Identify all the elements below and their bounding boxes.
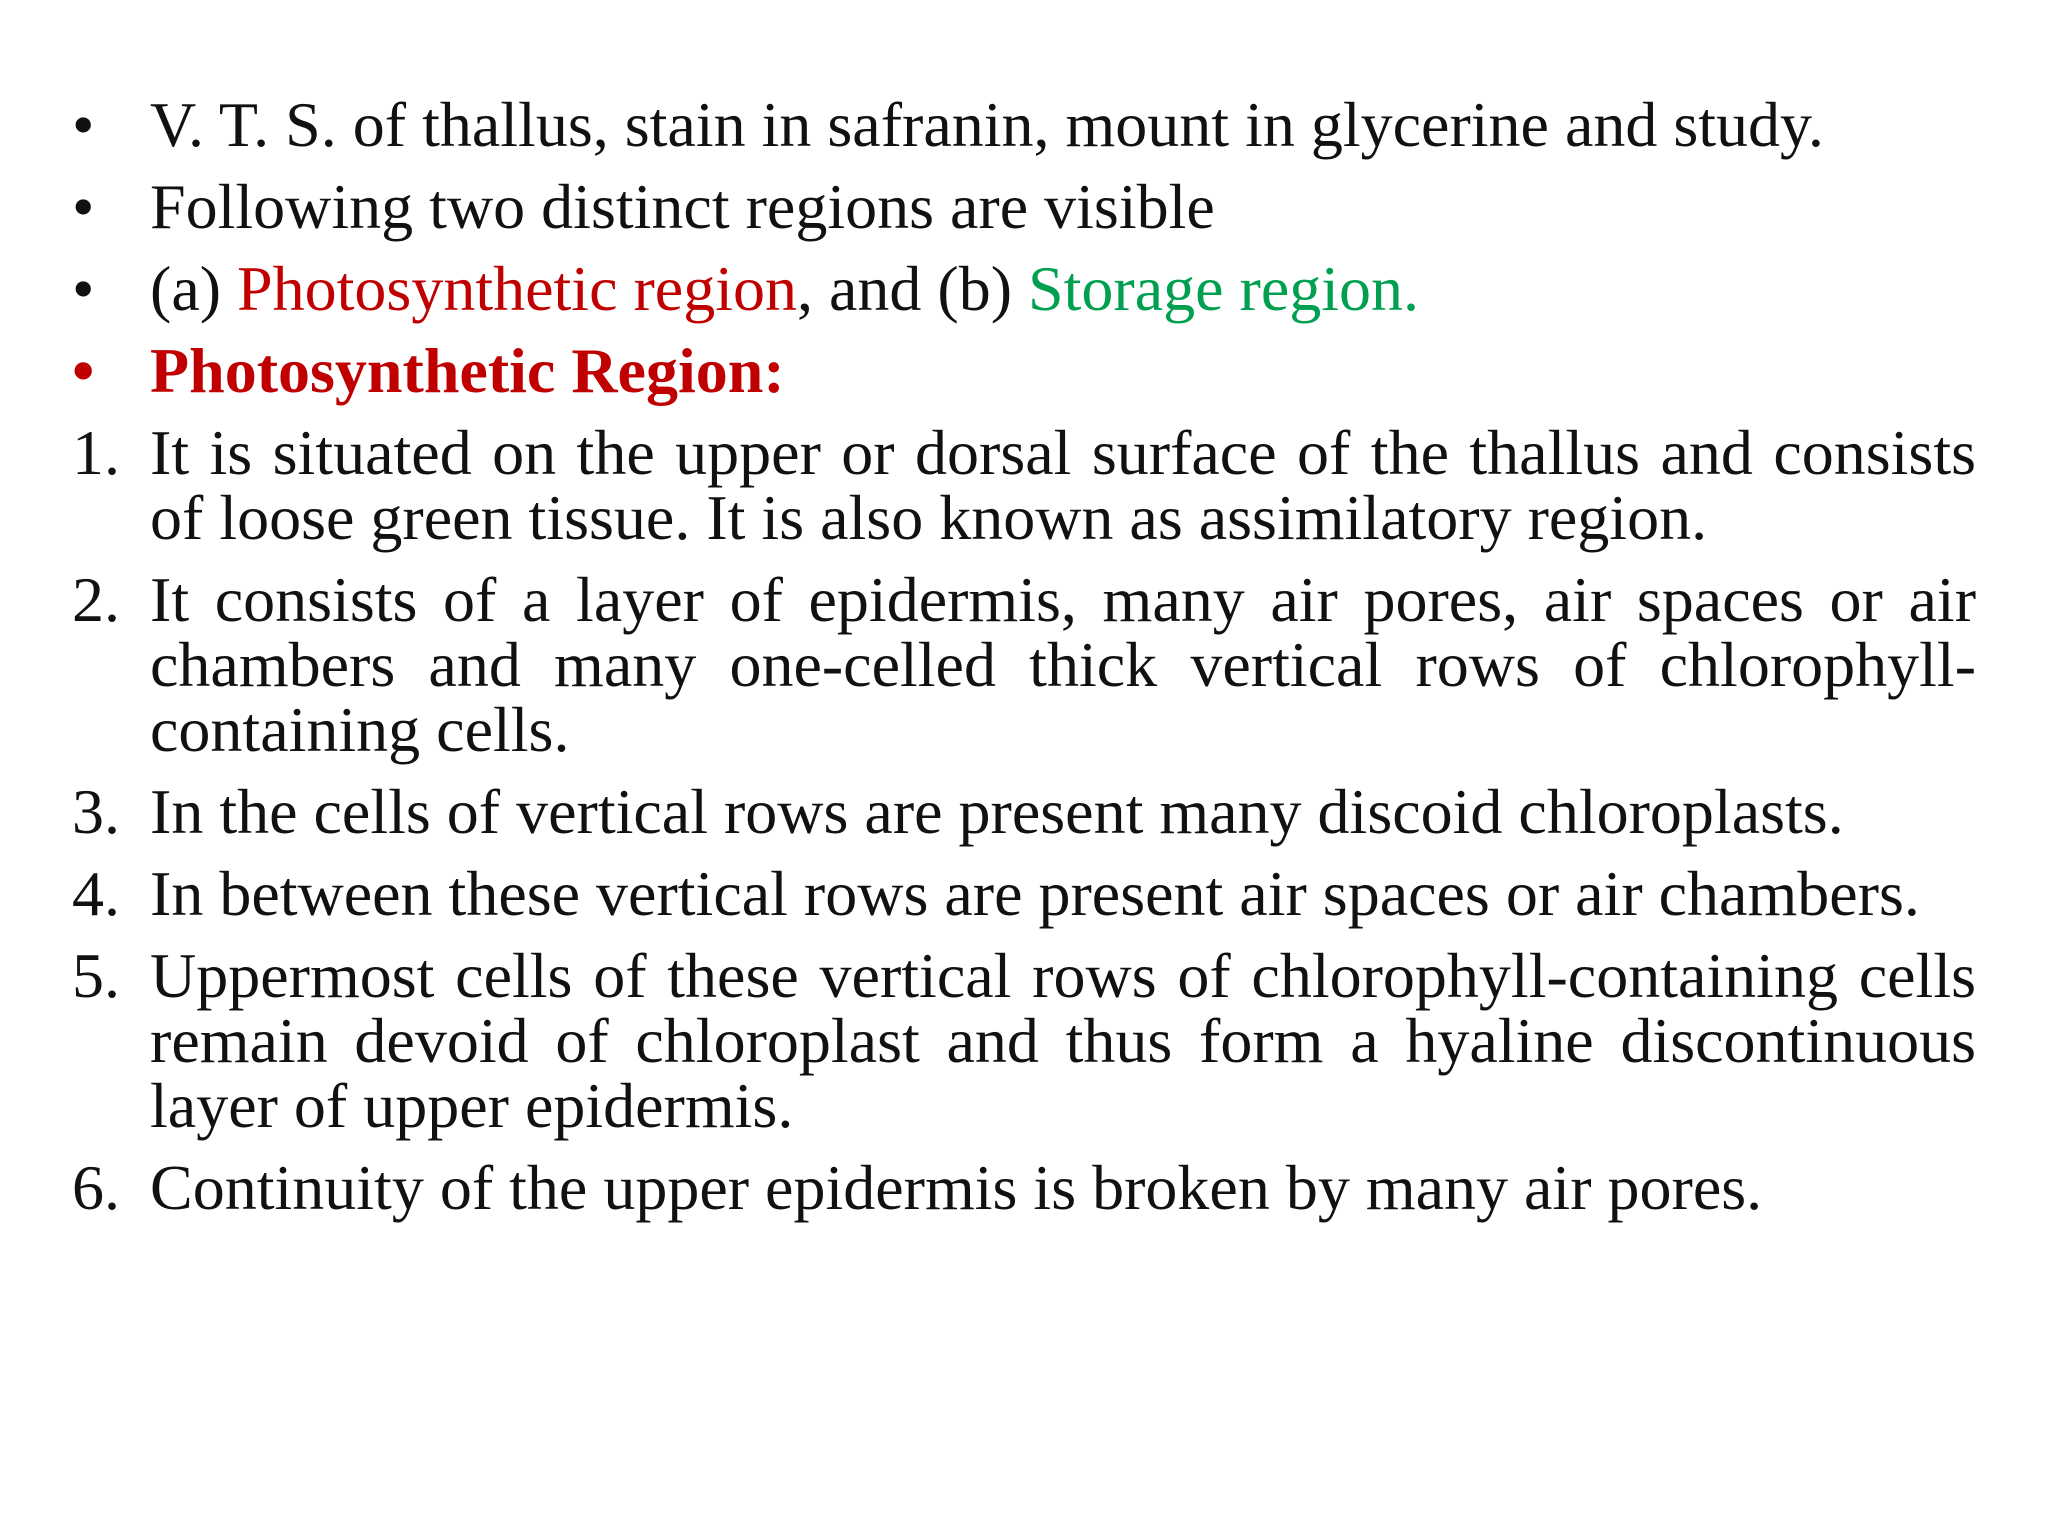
bullet-text: V. T. S. of thallus, stain in safranin, mount in glycerine and study. <box>150 89 1824 160</box>
point-text: It consists of a layer of epidermis, many air pores, air spaces or air chambers and many one-celled thick vertical rows of chlorophyll-containing cells. <box>150 564 1976 765</box>
bullet-dot: • <box>72 171 95 242</box>
bullet-item <box>72 248 1976 330</box>
section-heading-text: Photosynthetic Region: <box>150 335 785 406</box>
storage-region-term: Storage region. <box>1028 253 1419 324</box>
point-number: 4. <box>72 858 120 929</box>
point-text: It is situated on the upper or dorsal surface of the thallus and consists of loose green tissue. It is also known as assimilatory region. <box>150 417 1976 553</box>
bullet-item <box>72 84 1976 166</box>
bullet-text: Following two distinct regions are visible <box>150 171 1215 242</box>
numbered-point <box>72 564 1976 765</box>
bullet-dot: • <box>72 253 95 324</box>
photosynthetic-region-term: Photosynthetic region <box>237 253 797 324</box>
point-number: 1. <box>72 417 120 488</box>
point-number: 3. <box>72 776 120 847</box>
point-text: In between these vertical rows are present air spaces or air chambers. <box>150 858 1920 929</box>
bullet-dot: • <box>72 89 95 160</box>
numbered-point <box>72 417 1976 553</box>
point-number: 2. <box>72 564 120 635</box>
numbered-point <box>72 776 1976 847</box>
bullet-item <box>72 166 1976 248</box>
numbered-point <box>72 1152 1976 1223</box>
slide-content <box>72 84 1976 1223</box>
point-text: Uppermost cells of these vertical rows of chlorophyll-containing cells remain devoid of chloroplast and thus form a hyaline discontinuous layer of upper epidermis. <box>150 940 1976 1141</box>
bullet-text-b: , and (b) <box>796 253 1028 324</box>
point-number: 6. <box>72 1152 120 1223</box>
point-text: In the cells of vertical rows are present many discoid chloroplasts. <box>150 776 1844 847</box>
section-heading <box>72 330 1976 412</box>
bullet-dot: • <box>72 335 95 406</box>
point-text: Continuity of the upper epidermis is broken by many air pores. <box>150 1152 1763 1223</box>
bullet-text-a: (a) <box>150 253 238 324</box>
numbered-point <box>72 940 1976 1141</box>
numbered-point <box>72 858 1976 929</box>
point-number: 5. <box>72 940 120 1011</box>
